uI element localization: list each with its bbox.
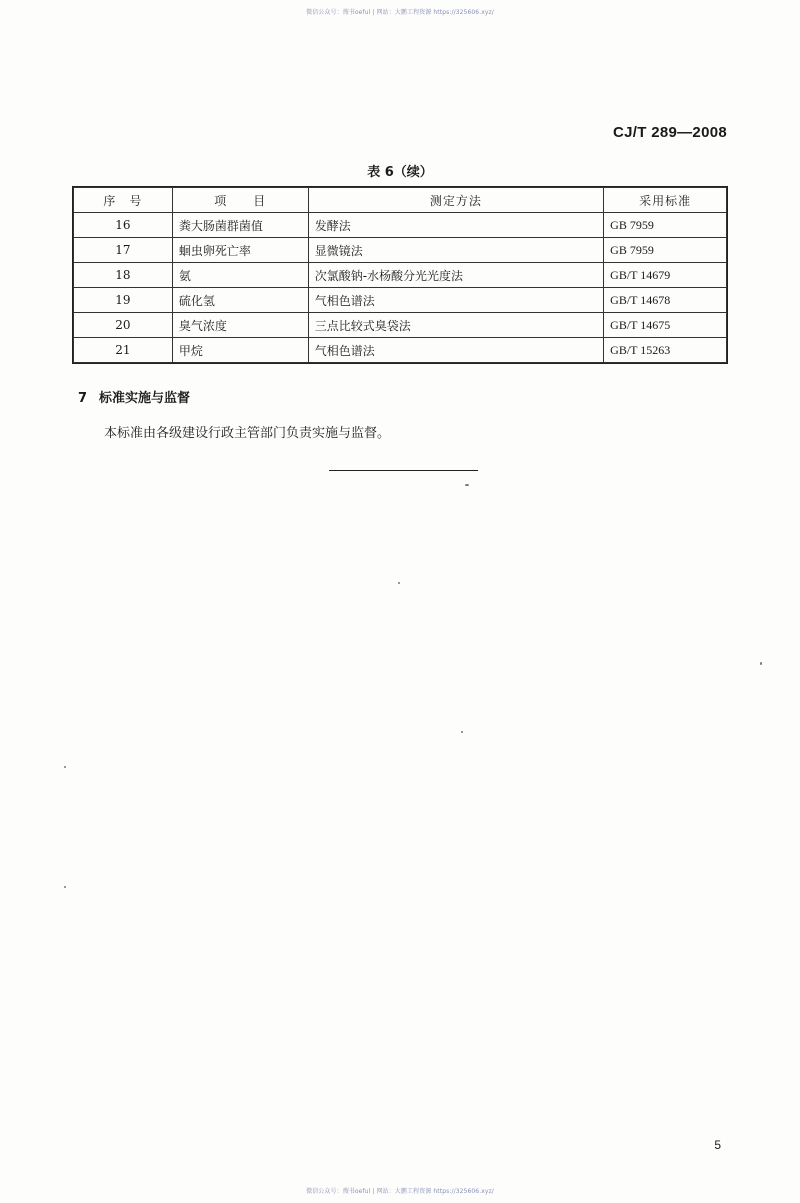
cell-no: 17 <box>74 238 173 263</box>
cell-method: 气相色谱法 <box>308 288 603 313</box>
section-body-text: 本标准由各级建设行政主管部门负责实施与监督。 <box>104 426 391 441</box>
scan-speck <box>64 766 66 768</box>
table-row <box>74 338 727 363</box>
cell-no: 20 <box>74 313 173 338</box>
cell-item: 粪大肠菌群菌值 <box>172 213 308 238</box>
col-header-method: 测定方法 <box>308 188 603 213</box>
cell-item: 臭气浓度 <box>172 313 308 338</box>
end-of-document-rule <box>329 470 478 471</box>
section-heading <box>78 387 190 406</box>
cell-no: 19 <box>74 288 173 313</box>
table-row <box>74 313 727 338</box>
cell-standard: GB 7959 <box>604 213 727 238</box>
scan-speck <box>465 484 469 486</box>
col-header-standard: 采用标准 <box>604 188 727 213</box>
table-row <box>74 288 727 313</box>
cell-item: 氨 <box>172 263 308 288</box>
cell-standard: GB 7959 <box>604 238 727 263</box>
watermark-top: 微信公众号：搜书oeful | 网站：大鹏工程资源 https://325606.xyz/ <box>306 9 494 16</box>
cell-no: 18 <box>74 263 173 288</box>
table-row <box>74 213 727 238</box>
cell-no: 21 <box>74 338 173 363</box>
cell-no: 16 <box>74 213 173 238</box>
section-number: 7 <box>78 391 88 406</box>
page-number: 5 <box>714 1138 721 1152</box>
cell-item: 蛔虫卵死亡率 <box>172 238 308 263</box>
watermark-bottom: 微信公众号：搜书oeful | 网站：大鹏工程资源 https://325606.xyz/ <box>306 1188 494 1195</box>
cell-standard: GB/T 14678 <box>604 288 727 313</box>
scan-speck <box>760 662 762 665</box>
test-methods-table <box>73 187 727 363</box>
scan-speck <box>398 582 400 584</box>
cell-item: 硫化氢 <box>172 288 308 313</box>
cell-item: 甲烷 <box>172 338 308 363</box>
cell-standard: GB/T 14679 <box>604 263 727 288</box>
cell-standard: GB/T 15263 <box>604 338 727 363</box>
col-header-no: 序 号 <box>74 188 173 213</box>
cell-standard: GB/T 14675 <box>604 313 727 338</box>
cell-method: 气相色谱法 <box>308 338 603 363</box>
table-row <box>74 238 727 263</box>
section-title: 标准实施与监督 <box>99 391 191 406</box>
scan-speck <box>64 886 66 888</box>
table-caption: 表 6（续） <box>367 165 433 180</box>
col-header-item: 项 目 <box>172 188 308 213</box>
table-header-row <box>74 188 727 213</box>
standard-code: CJ/T 289—2008 <box>613 124 727 141</box>
scan-speck <box>461 731 463 733</box>
cell-method: 显微镜法 <box>308 238 603 263</box>
cell-method: 次氯酸钠-水杨酸分光光度法 <box>308 263 603 288</box>
table-row <box>74 263 727 288</box>
cell-method: 发酵法 <box>308 213 603 238</box>
cell-method: 三点比较式臭袋法 <box>308 313 603 338</box>
